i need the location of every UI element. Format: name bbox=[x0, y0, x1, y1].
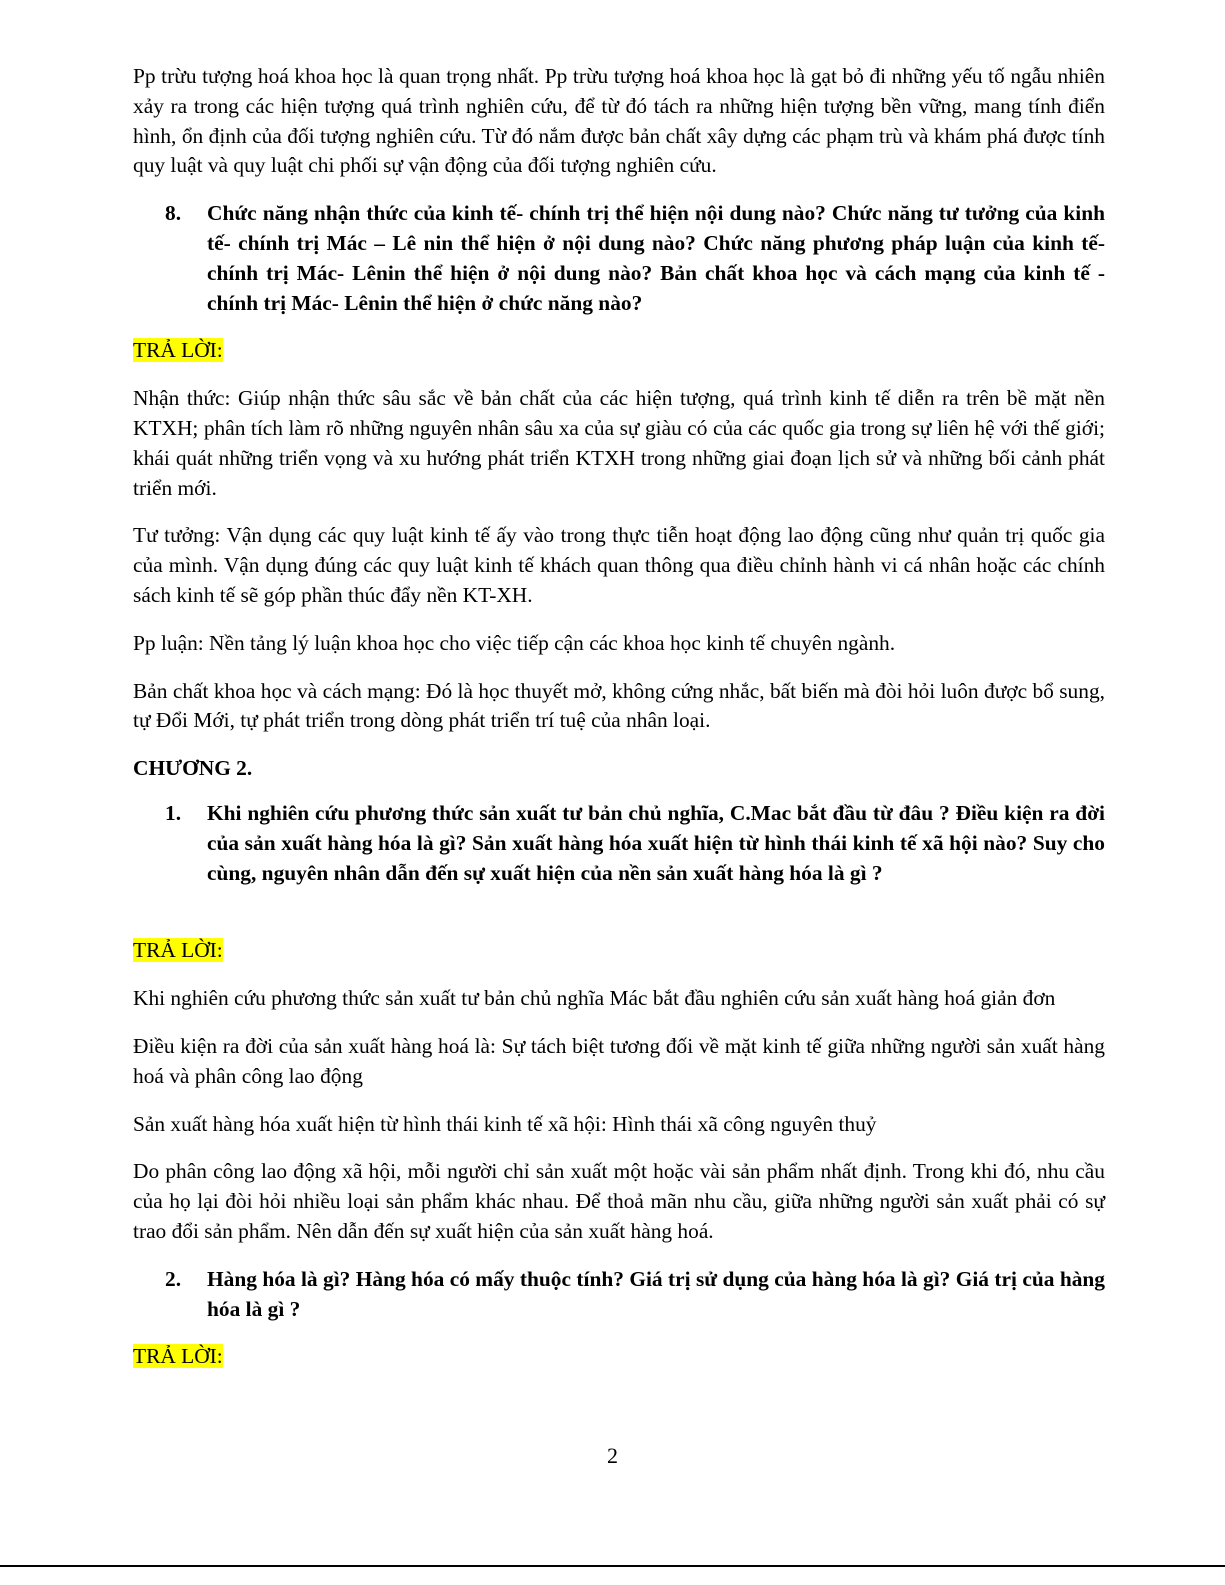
answer-paragraph: Do phân công lao động xã hội, mỗi người chỉ sản xuất một hoặc vài sản phẩm nhất định. Trong khi đó, nhu cầu của họ lại đòi hỏi nhiều loại sản phẩm khác nhau. Để thoả mãn nhu cầu, giữa những người sản xuất phải có sự trao đổi sản phẩm. Nên dẫn đến sự xuất hiện của sản xuất hàng hoá. bbox=[133, 1159, 1105, 1243]
question-number: 2. bbox=[165, 1266, 182, 1291]
answer-label bbox=[133, 1342, 1105, 1372]
chapter2-question-1 bbox=[133, 799, 1105, 888]
answer-label-highlight: TRẢ LỜI: bbox=[133, 938, 223, 963]
question-text: Hàng hóa là gì? Hàng hóa có mấy thuộc tính? Giá trị sử dụng của hàng hóa là gì? Giá trị của hàng hóa là gì ? bbox=[207, 1266, 1105, 1321]
answer-paragraph: Khi nghiên cứu phương thức sản xuất tư bản chủ nghĩa Mác bắt đầu nghiên cứu sản xuất hàng hoá giản đơn bbox=[133, 986, 1056, 1011]
question-number: 1. bbox=[165, 800, 182, 825]
answer-label bbox=[133, 336, 1105, 366]
page-bottom-rule bbox=[0, 1565, 1225, 1567]
answer-paragraph: Tư tưởng: Vận dụng các quy luật kinh tế ấy vào trong thực tiễn hoạt động lao động cũng như quản trị quốc gia của mình. Vận dụng đúng các quy luật kinh tế khách quan thông qua điều chỉnh hành vi cá nhân hoặc các chính sách kinh tế sẽ góp phần thúc đẩy nền KT-XH. bbox=[133, 523, 1105, 607]
answer-paragraph: Bản chất khoa học và cách mạng: Đó là học thuyết mở, không cứng nhắc, bất biến mà đòi hỏi luôn được bổ sung, tự Đổi Mới, tự phát triển trong dòng phát triển trí tuệ của nhân loại. bbox=[133, 678, 1105, 733]
answer-paragraph: Pp luận: Nền tảng lý luận khoa học cho việc tiếp cận các khoa học kinh tế chuyên ngành. bbox=[133, 630, 896, 655]
document-page bbox=[133, 62, 1105, 1390]
answer-label bbox=[133, 936, 1105, 966]
answer-label-highlight: TRẢ LỜI: bbox=[133, 338, 223, 363]
question-text: Khi nghiên cứu phương thức sản xuất tư bản chủ nghĩa, C.Mac bắt đầu từ đâu ? Điều kiện ra đời của sản xuất hàng hóa là gì? Sản xuất hàng hóa xuất hiện từ hình thái kinh tế xã hội nào? Suy cho cùng, nguyên nhân dẫn đến sự xuất hiện của nền sản xuất hàng hóa là gì ? bbox=[207, 800, 1105, 885]
page-number: 2 bbox=[607, 1443, 618, 1468]
intro-paragraph: Pp trừu tượng hoá khoa học là quan trọng nhất. Pp trừu tượng hoá khoa học là gạt bỏ đi những yếu tố ngẫu nhiên xảy ra trong các hiện tượng quá trình nghiên cứu, để từ đó tách ra những hiện tượng bền vững, mang tính điển hình, ổn định của đối tượng nghiên cứu. Từ đó nắm được bản chất xây dựng các phạm trù và khám phá được tính quy luật và quy luật chi phối sự vận động của đối tượng nghiên cứu. bbox=[133, 64, 1105, 178]
answer-label-highlight: TRẢ LỜI: bbox=[133, 1344, 223, 1369]
answer-paragraph: Sản xuất hàng hóa xuất hiện từ hình thái kinh tế xã hội: Hình thái xã công nguyên thuỷ bbox=[133, 1111, 877, 1136]
answer-paragraph: Điều kiện ra đời của sản xuất hàng hoá là: Sự tách biệt tương đối về mặt kinh tế giữa những người sản xuất hàng hoá và phân công lao động bbox=[133, 1033, 1105, 1088]
chapter2-question-2 bbox=[133, 1265, 1105, 1325]
answer-paragraph: Nhận thức: Giúp nhận thức sâu sắc về bản chất của các hiện tượng, quá trình kinh tế diễn ra trên bề mặt nền KTXH; phân tích làm rõ những nguyên nhân sâu xa của sự giàu có của các quốc gia trong sự liên hệ với thế giới; khái quát những triển vọng và xu hướng phát triển KTXH trong những giai đoạn lịch sử và những bối cảnh phát triển mới. bbox=[133, 386, 1105, 500]
chapter-heading: CHƯƠNG 2. bbox=[133, 756, 253, 781]
question-text: Chức năng nhận thức của kinh tế- chính trị thể hiện nội dung nào? Chức năng tư tưởng của kinh tế- chính trị Mác – Lê nin thể hiện ở nội dung nào? Chức năng phương pháp luận của kinh tế- chính trị Mác- Lênin thể hiện ở nội dung nào? Bản chất khoa học và cách mạng của kinh tế - chính trị Mác- Lênin thể hiện ở chức năng nào? bbox=[207, 201, 1105, 315]
question-8 bbox=[133, 199, 1105, 318]
question-number: 8. bbox=[165, 201, 182, 226]
